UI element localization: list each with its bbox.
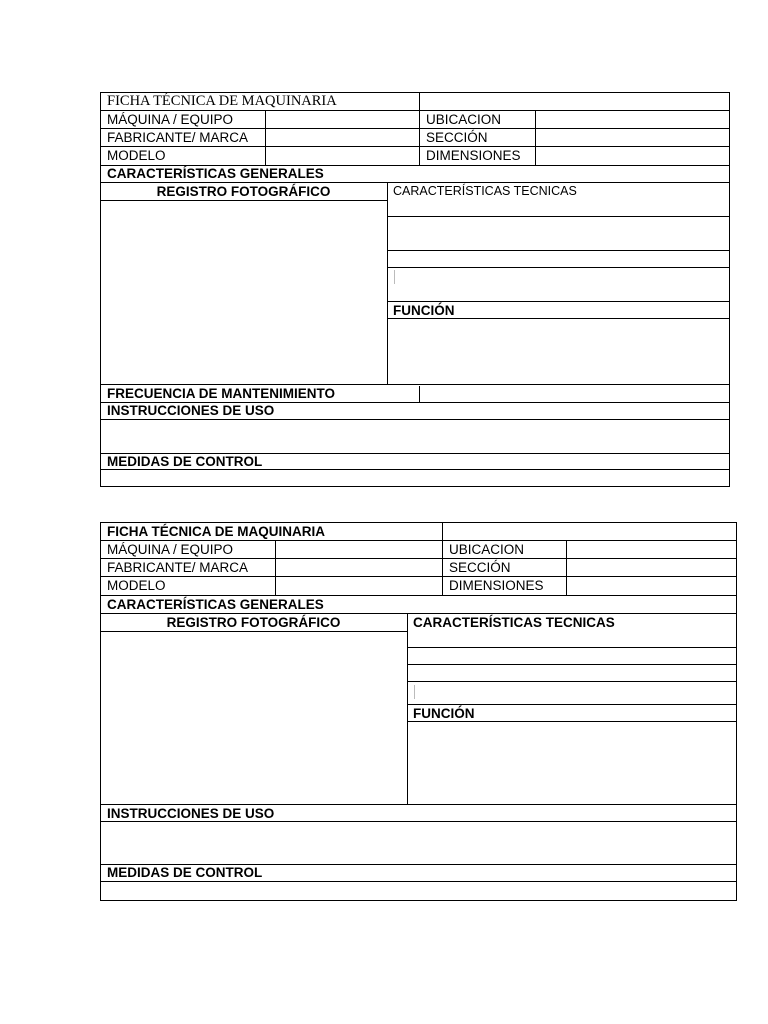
ubicacion-value-cell[interactable] xyxy=(566,541,736,558)
registro-fotografico-heading: REGISTRO FOTOGRÁFICO xyxy=(156,184,331,199)
seccion-value-cell[interactable] xyxy=(566,559,736,576)
fabricante-label: FABRICANTE/ MARCA xyxy=(107,130,249,145)
modelo-value-cell[interactable] xyxy=(265,147,419,165)
title-blank-cell[interactable] xyxy=(442,523,736,540)
medidas-area[interactable] xyxy=(101,882,736,900)
medidas-control-heading: MEDIDAS DE CONTROL xyxy=(107,865,263,880)
maquina-value-cell[interactable] xyxy=(275,541,442,558)
funcion-heading: FUNCIÓN xyxy=(393,303,455,318)
seccion-label: SECCIÓN xyxy=(419,129,535,146)
frecuencia-row xyxy=(101,386,729,403)
frecuencia-mantenimiento-label: FRECUENCIA DE MANTENIMIENTO xyxy=(107,386,336,401)
modelo-label: MODELO xyxy=(107,148,166,163)
dimensiones-label: DIMENSIONES xyxy=(442,577,566,595)
title-blank-cell[interactable] xyxy=(419,93,729,110)
ubicacion-label: UBICACION xyxy=(419,111,535,128)
fabricante-row xyxy=(101,129,729,147)
fabricante-label: FABRICANTE/ MARCA xyxy=(107,560,249,575)
ubicacion-value-cell[interactable] xyxy=(535,111,729,128)
instrucciones-row xyxy=(101,403,729,420)
modelo-row xyxy=(101,577,736,596)
maquina-row xyxy=(101,541,736,559)
funcion-area[interactable] xyxy=(388,319,729,385)
title-row xyxy=(101,523,736,541)
title-row xyxy=(101,93,729,111)
photo-area[interactable] xyxy=(101,632,407,805)
photo-area[interactable] xyxy=(101,201,387,385)
caracteristicas-generales-heading: CARACTERÍSTICAS GENERALES xyxy=(107,166,324,181)
dimensiones-value-cell[interactable] xyxy=(566,577,736,595)
instrucciones-row xyxy=(101,806,736,822)
seccion-label: SECCIÓN xyxy=(442,559,566,576)
funcion-heading: FUNCIÓN xyxy=(413,706,475,721)
maquina-value-cell[interactable] xyxy=(265,111,419,128)
form-title: FICHA TÉCNICA DE MAQUINARIA xyxy=(107,524,325,539)
ficha-tecnica-form-1 xyxy=(100,92,730,487)
caracteristicas-generales-row xyxy=(101,596,736,614)
form-title: FICHA TÉCNICA DE MAQUINARIA xyxy=(107,93,337,109)
instrucciones-uso-heading: INSTRUCCIONES DE USO xyxy=(107,403,275,418)
dimensiones-value-cell[interactable] xyxy=(535,147,729,165)
caracteristicas-tecnicas-line-1[interactable] xyxy=(388,217,729,250)
instrucciones-uso-heading: INSTRUCCIONES DE USO xyxy=(107,806,275,821)
caracteristicas-generales-row xyxy=(101,166,729,183)
fabricante-value-cell[interactable] xyxy=(275,559,442,576)
caracteristicas-tecnicas-heading: CARACTERÍSTICAS TECNICAS xyxy=(413,615,615,630)
frecuencia-value-cell[interactable] xyxy=(419,386,729,402)
instrucciones-area[interactable] xyxy=(101,822,736,865)
cursor-mark xyxy=(394,270,395,284)
fabricante-row xyxy=(101,559,736,577)
photo-tech-section xyxy=(101,183,729,385)
caracteristicas-tecnicas-heading: CARACTERÍSTICAS TECNICAS xyxy=(393,184,577,198)
cursor-mark xyxy=(414,685,415,699)
medidas-control-heading: MEDIDAS DE CONTROL xyxy=(107,454,263,469)
maquina-row xyxy=(101,111,729,129)
modelo-row xyxy=(101,147,729,166)
ubicacion-label: UBICACION xyxy=(442,541,566,558)
medidas-row xyxy=(101,454,729,470)
modelo-label: MODELO xyxy=(107,578,166,593)
caracteristicas-generales-heading: CARACTERÍSTICAS GENERALES xyxy=(107,597,324,612)
seccion-value-cell[interactable] xyxy=(535,129,729,146)
maquina-label: MÁQUINA / EQUIPO xyxy=(107,112,234,127)
caracteristicas-tecnicas-line-1[interactable] xyxy=(408,648,736,664)
fabricante-value-cell[interactable] xyxy=(265,129,419,146)
ficha-tecnica-form-2 xyxy=(100,522,737,901)
instrucciones-area[interactable] xyxy=(101,420,729,454)
medidas-row xyxy=(101,865,736,882)
funcion-area[interactable] xyxy=(408,722,736,805)
registro-fotografico-heading: REGISTRO FOTOGRÁFICO xyxy=(166,615,341,630)
photo-tech-section xyxy=(101,614,736,805)
modelo-value-cell[interactable] xyxy=(275,577,442,595)
dimensiones-label: DIMENSIONES xyxy=(419,147,535,165)
maquina-label: MÁQUINA / EQUIPO xyxy=(107,542,234,557)
medidas-area[interactable] xyxy=(101,470,729,486)
